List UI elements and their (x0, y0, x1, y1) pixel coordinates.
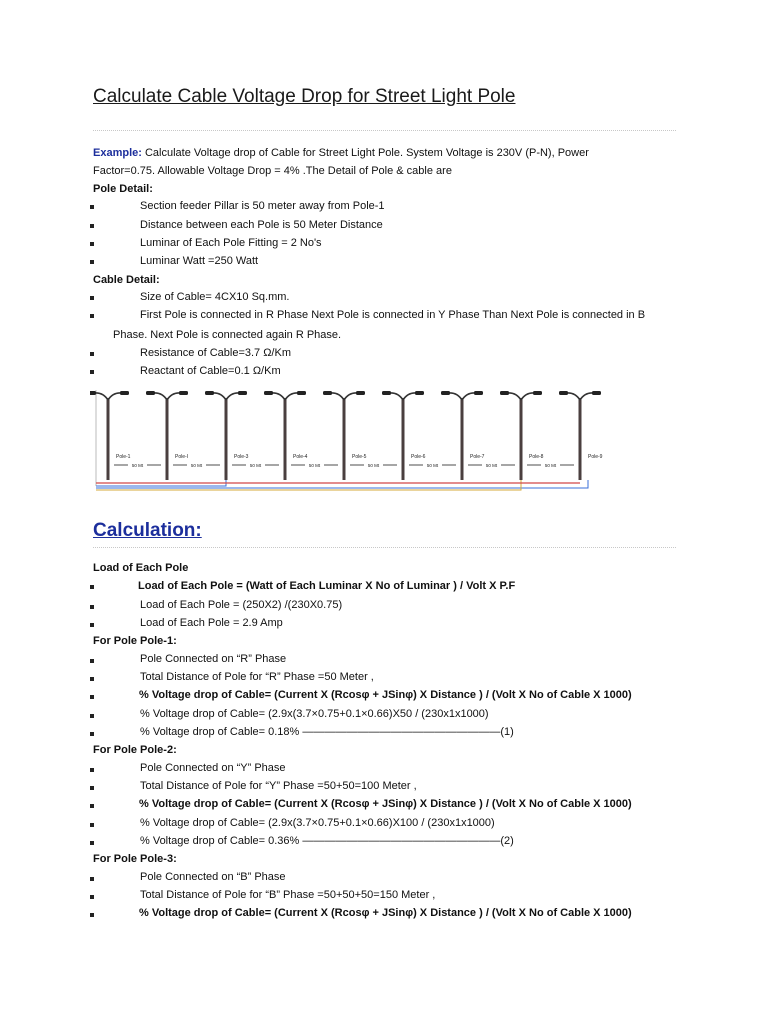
pole-arm (167, 393, 181, 400)
pole-mast (343, 398, 346, 480)
pole1-item: Pole Connected on “R” Phase (140, 653, 287, 665)
bullet-icon (90, 841, 94, 845)
span-label: 50 Mt (249, 463, 262, 468)
pole-arm (226, 393, 240, 400)
pole-label: Pole-I (175, 454, 189, 460)
bullet-icon (90, 695, 94, 699)
street-light-diagram (90, 382, 610, 494)
pole1-item: % Voltage drop of Cable= (2.9x(3.7×0.75+0.1×0.66)X50 / (230x1x1000) (140, 708, 489, 720)
pole-mast (402, 398, 405, 480)
pole-mast (284, 398, 287, 480)
pole-arm (271, 393, 285, 400)
pole-arm (212, 393, 226, 400)
calculation-heading: Calculation: (93, 520, 202, 541)
bullet-icon (90, 352, 94, 356)
pole-arm (580, 393, 594, 400)
pole1-heading: For Pole Pole-1: (93, 635, 177, 647)
lamp-head (500, 391, 509, 395)
bullet-icon (90, 224, 94, 228)
pole-label: Pole-9 (588, 454, 603, 460)
lamp-head (323, 391, 332, 395)
pole-arm (566, 393, 580, 400)
lamp-head (415, 391, 424, 395)
lamp-head (533, 391, 542, 395)
span-label: 50 Mt (131, 463, 144, 468)
lamp-head (179, 391, 188, 395)
pole-mast (520, 398, 523, 480)
span-label: 50 Mt (544, 463, 557, 468)
pole-detail-item: Luminar of Each Pole Fitting = 2 No's (140, 237, 322, 249)
bullet-icon (90, 913, 94, 917)
lamp-head (238, 391, 247, 395)
lamp-head (474, 391, 483, 395)
cable-detail-item: Resistance of Cable=3.7 Ω/Km (140, 347, 291, 359)
pole-arm (521, 393, 535, 400)
pole3-heading: For Pole Pole-3: (93, 853, 177, 865)
cable-detail-item-continued: Phase. Next Pole is connected again R Phase. (113, 329, 342, 341)
bullet-icon (90, 296, 94, 300)
lamp-head (90, 391, 96, 395)
pole2-formula: % Voltage drop of Cable= (Current X (Rcosφ + JSinφ) X Distance ) / (Volt X No of Cable X 1000) (139, 798, 632, 810)
pole-mast (225, 398, 228, 480)
bullet-icon (90, 714, 94, 718)
pole1-item: Total Distance of Pole for “R” Phase =50 Meter , (140, 671, 374, 683)
lamp-head (120, 391, 129, 395)
lamp-head (592, 391, 601, 395)
phase-cable-b (96, 480, 588, 488)
span-label: 50 Mt (426, 463, 439, 468)
pole2-result: % Voltage drop of Cable= 0.36% ——————————————————(2) (140, 835, 514, 847)
cable-detail-item: First Pole is connected in R Phase Next Pole is connected in Y Phase Than Next Pole is connected in B (140, 309, 646, 321)
lamp-head (146, 391, 155, 395)
page-title: Calculate Cable Voltage Drop for Street Light Pole (93, 86, 516, 107)
bullet-icon (90, 623, 94, 627)
pole-arm (344, 393, 358, 400)
cable-detail-heading: Cable Detail: (93, 274, 160, 286)
example-paragraph (93, 147, 589, 159)
bullet-icon (90, 205, 94, 209)
bullet-icon (90, 895, 94, 899)
lamp-head (297, 391, 306, 395)
lamp-head (441, 391, 450, 395)
pole2-heading: For Pole Pole-2: (93, 744, 177, 756)
pole3-item: Total Distance of Pole for “B” Phase =50+50+50=150 Meter , (140, 889, 436, 901)
pole-arm (330, 393, 344, 400)
load-item: Load of Each Pole = (250X2) /(230X0.75) (140, 599, 343, 611)
pole-label: Pole-7 (470, 454, 485, 460)
pole-detail-item: Distance between each Pole is 50 Meter Distance (140, 219, 383, 231)
pole-detail-item: Section feeder Pillar is 50 meter away from Pole-1 (140, 200, 385, 212)
pole-arm (108, 393, 122, 400)
pole-label: Pole-8 (529, 454, 544, 460)
bullet-icon (90, 732, 94, 736)
lamp-head (264, 391, 273, 395)
pole-mast (166, 398, 169, 480)
pole-arm (507, 393, 521, 400)
pole2-item: Pole Connected on “Y” Phase (140, 762, 286, 774)
pole-arm (448, 393, 462, 400)
pole-mast (461, 398, 464, 480)
load-heading: Load of Each Pole (93, 562, 189, 574)
pole3-formula: % Voltage drop of Cable= (Current X (Rcosφ + JSinφ) X Distance ) / (Volt X No of Cable X 1000) (139, 907, 632, 919)
bullet-icon (90, 585, 94, 589)
bullet-icon (90, 823, 94, 827)
bullet-icon (90, 677, 94, 681)
example-label: Example: (93, 147, 142, 159)
lamp-head (382, 391, 391, 395)
bullet-icon (90, 786, 94, 790)
cable-detail-item: Reactant of Cable=0.1 Ω/Km (140, 365, 281, 377)
pole-arm (389, 393, 403, 400)
calculation-divider (93, 547, 676, 548)
pole-label: Pole-6 (411, 454, 426, 460)
pole-mast (107, 398, 110, 480)
load-formula: Load of Each Pole = (Watt of Each Luminar X No of Luminar ) / Volt X P.F (138, 580, 516, 592)
pole3-item: Pole Connected on “B” Phase (140, 871, 286, 883)
pole-label: Pole-5 (352, 454, 367, 460)
pole1-formula: % Voltage drop of Cable= (Current X (Rcosφ + JSinφ) X Distance ) / (Volt X No of Cable X 1000) (139, 689, 632, 701)
pole-arm (403, 393, 417, 400)
bullet-icon (90, 877, 94, 881)
example-line-2: Factor=0.75. Allowable Voltage Drop = 4% .The Detail of Pole & cable are (93, 165, 452, 177)
lamp-head (205, 391, 214, 395)
pole-detail-heading: Pole Detail: (93, 183, 153, 195)
pole-arm (462, 393, 476, 400)
span-label: 50 Mt (485, 463, 498, 468)
load-item: Load of Each Pole = 2.9 Amp (140, 617, 283, 629)
bullet-icon (90, 260, 94, 264)
lamp-head (559, 391, 568, 395)
span-label: 50 Mt (190, 463, 203, 468)
bullet-icon (90, 804, 94, 808)
bullet-icon (90, 370, 94, 374)
pole2-item: Total Distance of Pole for “Y” Phase =50+50=100 Meter , (140, 780, 417, 792)
pole-label: Pole-4 (293, 454, 308, 460)
span-label: 50 Mt (367, 463, 380, 468)
pole-arm (285, 393, 299, 400)
pole1-result: % Voltage drop of Cable= 0.18% ——————————————————(1) (140, 726, 514, 738)
title-divider (93, 130, 676, 131)
pole-label: Pole-1 (116, 454, 131, 460)
pole-arm (153, 393, 167, 400)
lamp-head (356, 391, 365, 395)
example-line-1: Calculate Voltage drop of Cable for Street Light Pole. System Voltage is 230V (P-N), Power (144, 147, 589, 159)
pole-label: Pole-3 (234, 454, 249, 460)
pole-detail-item: Luminar Watt =250 Watt (140, 255, 259, 267)
cable-detail-item: Size of Cable= 4CX10 Sq.mm. (140, 291, 290, 303)
bullet-icon (90, 768, 94, 772)
span-label: 50 Mt (308, 463, 321, 468)
bullet-icon (90, 314, 94, 318)
pole2-item: % Voltage drop of Cable= (2.9x(3.7×0.75+0.1×0.66)X100 / (230x1x1000) (140, 817, 495, 829)
bullet-icon (90, 659, 94, 663)
pole-mast (579, 398, 582, 480)
bullet-icon (90, 605, 94, 609)
bullet-icon (90, 242, 94, 246)
